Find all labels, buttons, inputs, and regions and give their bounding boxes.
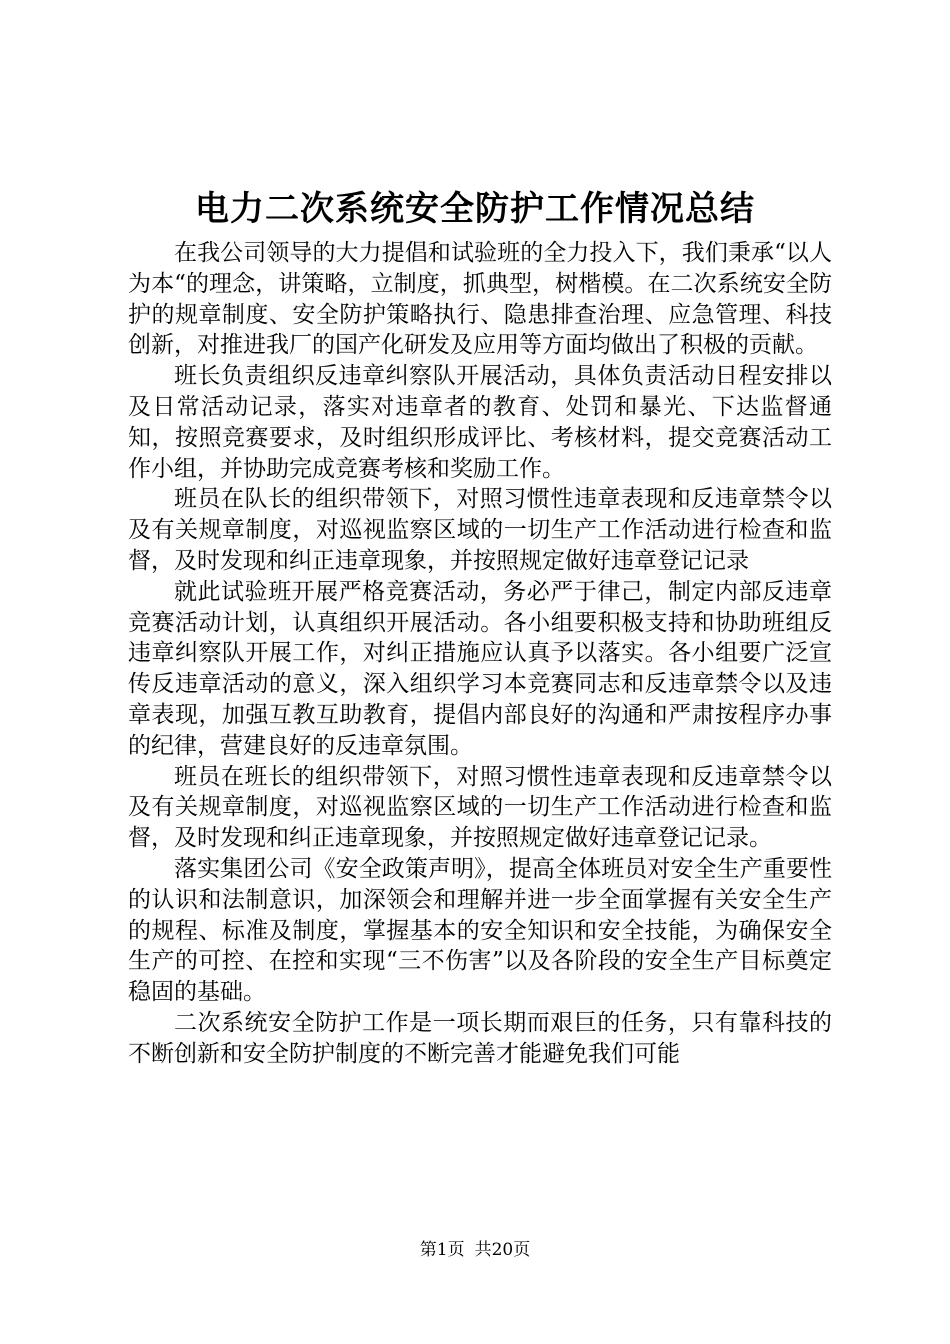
document-title: 电力二次系统安全防护工作情况总结 bbox=[195, 189, 755, 229]
paragraph-3: 班员在队长的组织带领下，对照习惯性违章表现和反违章禁令以及有关规章制度，对巡视监察区域的一切生产工作活动进行检查和监督，及时发现和纠正违章现象，并按照规定做好违章登记记录 bbox=[128, 486, 832, 574]
paragraph-2: 班长负责组织反违章纠察队开展活动，具体负责活动日程安排以及日常活动记录，落实对违章者的教育、处罚和暴光、下达监督通知，按照竞赛要求，及时组织形成评比、考核材料，提交竞赛活动工作小组，并协助完成竞赛考核和奖励工作。 bbox=[128, 363, 832, 482]
page-total: 共20页 bbox=[474, 1240, 531, 1260]
paragraph-6: 落实集团公司《安全政策声明》，提高全体班员对安全生产重要性的认识和法制意识，加深领会和理解并进一步全面掌握有关安全生产的规程、标准及制度，掌握基本的安全知识和安全技能，为确保安全生产的可控、在控和实现“三不伤害”以及各阶段的安全生产目标奠定稳固的基础。 bbox=[128, 855, 832, 1006]
paragraph-4: 就此试验班开展严格竞赛活动，务必严于律己，制定内部反违章竞赛活动计划，认真组织开展活动。各小组要积极支持和协助班组反违章纠察队开展工作，对纠正措施应认真予以落实。各小组要广泛宣传反违章活动的意义，深入组织学习本竞赛同志和反违章禁令以及违章表现，加强互教互助教育，提倡内部良好的沟通和严肃按程序办事的纪律，营建良好的反违章氛围。 bbox=[128, 578, 832, 759]
document-body bbox=[128, 238, 832, 1070]
paragraph-5: 班员在班长的组织带领下，对照习惯性违章表现和反违章禁令以及有关规章制度，对巡视监察区域的一切生产工作活动进行检查和监督，及时发现和纠正违章现象，并按照规定做好违章登记记录。 bbox=[128, 763, 832, 852]
paragraph-7: 二次系统安全防护工作是一项长期而艰巨的任务，只有靠科技的不断创新和安全防护制度的不断完善才能避免我们可能 bbox=[128, 1009, 832, 1067]
page-footer bbox=[0, 1238, 950, 1262]
page-number: 第1页 bbox=[419, 1240, 465, 1260]
paragraph-1: 在我公司领导的大力提倡和试验班的全力投入下，我们秉承“以人为本“的理念，讲策略，立制度，抓典型，树楷模。在二次系统安全防护的规章制度、安全防护策略执行、隐患排查治理、应急管理、科技创新，对推进我厂的国产化研发及应用等方面均做出了积极的贡献。 bbox=[128, 240, 832, 359]
